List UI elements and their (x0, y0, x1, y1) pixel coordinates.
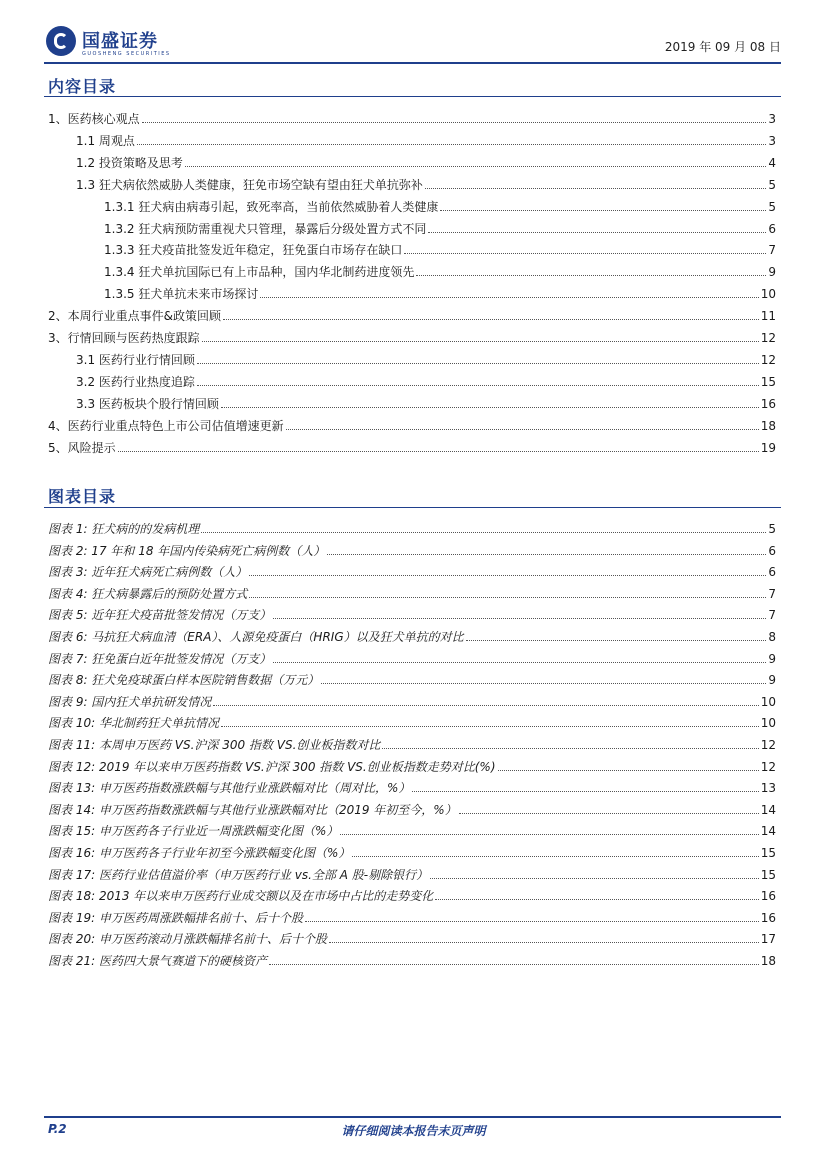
toc-entry[interactable] (104, 196, 776, 214)
figure-entry-page: 13 (760, 781, 776, 796)
toc-entry-page: 18 (760, 418, 776, 433)
toc-leader-dots (137, 143, 766, 145)
logo-subtext: GUOSHENG SECURITIES (82, 51, 171, 57)
figure-entry-title: 图表 17: 医药行业估值溢价率（申万医药行业 vs.全部 A 股-剔除银行） (48, 867, 429, 882)
logo-text: 国盛证券 (82, 31, 158, 52)
figure-leader-dots (273, 617, 766, 619)
figure-leader-dots (435, 898, 758, 900)
figure-entry[interactable] (48, 928, 776, 946)
toc-entry[interactable] (76, 393, 776, 411)
figure-entry[interactable] (48, 864, 776, 882)
figure-leader-dots (498, 769, 759, 771)
toc-leader-dots (185, 165, 766, 167)
figure-entry[interactable] (48, 777, 776, 795)
toc-entry-title: 1.1 周观点 (76, 133, 135, 148)
toc-leader-dots (404, 252, 766, 254)
toc-entry-page: 12 (760, 352, 776, 367)
figure-entry-page: 18 (760, 954, 776, 968)
figure-entry-page: 16 (760, 889, 776, 904)
figure-leader-dots (430, 877, 759, 879)
figure-leader-dots (201, 531, 766, 533)
toc-entry[interactable] (104, 283, 776, 301)
figure-entry-page: 7 (768, 608, 776, 623)
figures-title: 图表目录 (48, 487, 117, 506)
contents-title: 内容目录 (48, 77, 117, 96)
figure-leader-dots (213, 704, 758, 706)
figure-leader-dots (412, 790, 758, 792)
toc-entry-page: 16 (760, 396, 776, 411)
header-divider (44, 62, 781, 64)
figure-entry-title: 图表 20: 申万医药滚动月涨跌幅排名前十、后十个股 (48, 932, 327, 947)
figure-entry-title: 图表 6: 马抗狂犬病血清（ERA）、人源免疫蛋白（HRIG）以及狂犬单抗的对比 (48, 630, 464, 644)
toc-entry-title: 1.3.4 狂犬单抗国际已有上市品种，国内华北制药进度领先 (104, 265, 415, 280)
figure-entry-title: 图表 5: 近年狂犬疫苗批签发情况（万支） (48, 608, 272, 623)
figure-entry[interactable] (48, 885, 776, 903)
toc-entry-page: 15 (760, 374, 776, 389)
toc-leader-dots (202, 340, 759, 342)
figure-entry[interactable] (48, 820, 776, 838)
toc-leader-dots (197, 384, 759, 386)
toc-entry-page: 3 (768, 133, 776, 148)
figure-entry-page: 14 (760, 802, 776, 817)
figure-entry[interactable] (48, 691, 776, 709)
figure-entry-title: 图表 16: 申万医药各子行业年初至今涨跌幅变化图（%） (48, 846, 351, 860)
toc-leader-dots (416, 274, 766, 276)
toc-entry-page: 9 (768, 265, 776, 280)
toc-entry[interactable] (76, 371, 776, 389)
figure-entry-page: 6 (768, 543, 776, 558)
figure-leader-dots (459, 812, 759, 814)
figure-entry-title: 图表 11: 本周申万医药 VS.沪深 300 指数 VS.创业板指数对比 (48, 738, 381, 752)
toc-entry[interactable] (76, 130, 776, 148)
figure-entry-title: 图表 8: 狂犬免疫球蛋白样本医院销售数据（万元） (48, 673, 320, 688)
toc-entry-title: 1.3.1 狂犬病由病毒引起，致死率高，当前依然威胁着人类健康 (104, 199, 439, 214)
figure-entry-page: 15 (760, 846, 776, 860)
toc-entry-page: 7 (768, 243, 776, 258)
figure-entry-page: 9 (768, 651, 776, 666)
figure-entry-page: 7 (768, 586, 776, 601)
figure-entry-page: 14 (760, 824, 776, 839)
figure-leader-dots (321, 682, 766, 684)
toc-entry-page: 5 (768, 199, 776, 214)
toc-entry[interactable] (48, 437, 776, 455)
figure-entry-title: 图表 4: 狂犬病暴露后的预防处置方式 (48, 586, 248, 601)
figure-entry[interactable] (48, 756, 776, 774)
figure-entry-title: 图表 15: 申万医药各子行业近一周涨跌幅变化图（%） (48, 824, 339, 839)
toc-entry[interactable] (104, 218, 776, 236)
toc-entry[interactable] (104, 261, 776, 279)
figure-entry-page: 6 (768, 565, 776, 580)
page-header (44, 24, 781, 64)
toc-entry-title: 2、本周行业重点事件&政策回顾 (48, 309, 221, 324)
toc-entry[interactable] (76, 174, 776, 192)
toc-entry-title: 3、行情回顾与医药热度跟踪 (48, 331, 200, 345)
toc-entry-page: 11 (760, 309, 776, 324)
toc-entry-title: 1.3.5 狂犬单抗未来市场探讨 (104, 287, 259, 302)
toc-entry[interactable] (48, 108, 776, 126)
toc-leader-dots (223, 318, 759, 320)
figure-leader-dots (269, 963, 759, 965)
toc-leader-dots (221, 406, 759, 408)
figure-entry-title: 图表 14: 申万医药指数涨跌幅与其他行业涨跌幅对比（2019 年初至今，%） (48, 802, 457, 817)
toc-leader-dots (142, 121, 767, 123)
figure-entry-title: 图表 19: 申万医药周涨跌幅排名前十、后十个股 (48, 910, 303, 925)
toc-entry-title: 3.3 医药板块个股行情回顾 (76, 396, 219, 411)
toc-leader-dots (118, 450, 759, 452)
figure-entry-page: 8 (768, 630, 776, 644)
figure-leader-dots (221, 725, 759, 727)
figure-entry[interactable] (48, 626, 776, 644)
figure-leader-dots (273, 661, 766, 663)
toc-entry-title: 1.3 狂犬病依然威胁人类健康，狂免市场空缺有望由狂犬单抗弥补 (76, 177, 423, 192)
figure-entry-title: 图表 9: 国内狂犬单抗研发情况 (48, 694, 212, 709)
toc-entry[interactable] (76, 349, 776, 367)
page-number: P.2 (48, 1122, 67, 1136)
figure-leader-dots (382, 747, 758, 749)
toc-entry-page: 5 (768, 177, 776, 192)
toc-entry-title: 1.3.2 狂犬病预防需重视犬只管理，暴露后分级处置方式不同 (104, 221, 427, 236)
toc-entry-title: 4、医药行业重点特色上市公司估值增速更新 (48, 418, 284, 433)
figure-leader-dots (466, 639, 767, 641)
logo-mark-icon (46, 26, 76, 56)
figure-entry-page: 5 (768, 522, 776, 536)
toc-entry-page: 19 (760, 440, 776, 455)
figure-entry-page: 10 (760, 716, 776, 731)
figure-entry[interactable] (48, 518, 776, 536)
toc-entry[interactable] (48, 327, 776, 345)
figure-entry[interactable] (48, 583, 776, 601)
contents-divider (44, 96, 781, 97)
figures-divider (44, 507, 781, 508)
figure-entry-page: 9 (768, 673, 776, 688)
figure-entry-title: 图表 1: 狂犬病的的发病机理 (48, 522, 200, 536)
figure-entry-title: 图表 18: 2013 年以来申万医药行业成交额以及在市场中占比的走势变化 (48, 889, 434, 904)
figure-entry-title: 图表 7: 狂免蛋白近年批签发情况（万支） (48, 651, 272, 666)
toc-entry-title: 1.2 投资策略及思考 (76, 155, 183, 170)
toc-entry[interactable] (48, 305, 776, 323)
toc-entry[interactable] (104, 239, 776, 257)
figure-entry-title: 图表 12: 2019 年以来申万医药指数 VS.沪深 300 指数 VS.创业板指数走势对比(%) (48, 759, 496, 774)
figure-leader-dots (249, 596, 766, 598)
toc-leader-dots (286, 428, 759, 430)
figure-entry-page: 12 (760, 759, 776, 774)
figure-entry-page: 17 (760, 932, 776, 947)
toc-leader-dots (425, 187, 766, 189)
figure-entry-page: 15 (760, 867, 776, 882)
figure-entry-title: 图表 3: 近年狂犬病死亡病例数（人） (48, 565, 248, 580)
figure-entry[interactable] (48, 907, 776, 925)
toc-leader-dots (260, 296, 758, 298)
figure-entry[interactable] (48, 648, 776, 666)
figure-entry[interactable] (48, 712, 776, 730)
report-date: 2019 年 09 月 08 日 (664, 40, 781, 54)
figure-entry-page: 16 (760, 910, 776, 925)
figure-entry[interactable] (48, 842, 776, 860)
figure-entry-title: 图表 13: 申万医药指数涨跌幅与其他行业涨跌幅对比（周对比，%） (48, 781, 411, 796)
toc-leader-dots (428, 231, 766, 233)
figure-entry[interactable] (48, 669, 776, 687)
figure-entry[interactable] (48, 604, 776, 622)
figure-entry-page: 10 (760, 694, 776, 709)
toc-entry-title: 1、医药核心观点 (48, 112, 140, 126)
figure-leader-dots (340, 833, 758, 835)
figure-entry[interactable] (48, 540, 776, 558)
footer-divider (44, 1116, 781, 1118)
figure-entry[interactable] (48, 950, 776, 968)
toc-leader-dots (197, 362, 759, 364)
figure-leader-dots (249, 574, 766, 576)
figure-entry-title: 图表 2: 17 年和 18 年国内传染病死亡病例数（人） (48, 543, 326, 558)
figure-entry[interactable] (48, 799, 776, 817)
toc-entry-title: 5、风险提示 (48, 440, 116, 455)
figure-entry-page: 12 (760, 738, 776, 752)
toc-entry-page: 12 (760, 331, 776, 345)
toc-entry-title: 3.2 医药行业热度追踪 (76, 374, 195, 389)
toc-entry[interactable] (76, 152, 776, 170)
footer-disclaimer: 请仔细阅读本报告末页声明 (341, 1124, 486, 1138)
figure-leader-dots (327, 553, 766, 555)
toc-entry-page: 3 (768, 112, 776, 126)
figure-leader-dots (305, 920, 759, 922)
company-logo (44, 24, 244, 64)
toc-entry-title: 3.1 医药行业行情回顾 (76, 352, 195, 367)
toc-entry-page: 10 (760, 287, 776, 302)
figure-entry-title: 图表 21: 医药四大景气赛道下的硬核资产 (48, 954, 267, 968)
toc-entry-page: 4 (768, 155, 776, 170)
toc-entry[interactable] (48, 415, 776, 433)
figure-leader-dots (329, 941, 759, 943)
toc-entry-title: 1.3.3 狂犬疫苗批签发近年稳定，狂免蛋白市场存在缺口 (104, 243, 403, 258)
toc-entry-page: 6 (768, 221, 776, 236)
figure-entry-title: 图表 10: 华北制药狂犬单抗情况 (48, 716, 219, 731)
figure-leader-dots (352, 855, 758, 857)
figure-entry[interactable] (48, 561, 776, 579)
toc-leader-dots (440, 209, 766, 211)
figure-entry[interactable] (48, 734, 776, 752)
